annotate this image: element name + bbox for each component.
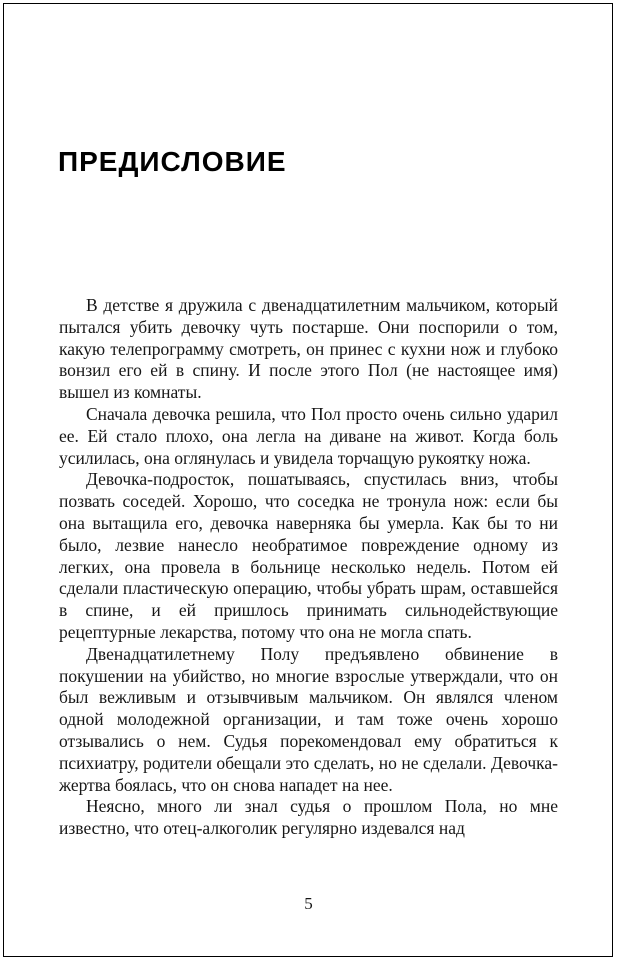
paragraph-2: Сначала девочка решила, что Пол просто очень сильно ударил ее. Ей стало плохо, она легла на диване на живот. Когда боль усилилась, она оглянулась и увидела торчащую рукоятку ножа. — [59, 403, 558, 468]
body-text — [59, 295, 558, 840]
paragraph-4: Двенадцатилетнему Полу предъявлено обвинение в покушении на убийство, но многие взрослые утверждали, что он был вежливым и отзывчивым мальчиком. Он являлся членом одной молодежной организации, и там тоже очень хорошо отзывались о нем. Судья порекомендовал ему обратиться к психиатру, родители обещали это сделать, но не сделали. Девочка-жертва боялась, что он снова нападет на нее. — [59, 643, 558, 795]
paragraph-5: Неясно, много ли знал судья о прошлом Пола, но мне известно, что отец-алкоголик регулярно издевался над — [59, 796, 558, 839]
paragraph-3: Девочка-подросток, пошатываясь, спустилась вниз, чтобы позвать соседей. Хорошо, что соседка не тронула нож: если бы она вытащила его, девочка наверняка бы умерла. Как бы то ни было, лезвие нанесло необратимое повреждение одному из легких, она провела в больнице несколько недель. Потом ей сделали пластическую операцию, чтобы убрать шрам, оставшейся в спине, и ей пришлось принимать сильнодействующие рецептурные лекарства, потому что она не могла спать. — [59, 469, 558, 642]
page-number: 5 — [304, 894, 313, 913]
chapter-title: ПРЕДИСЛОВИЕ — [58, 146, 287, 177]
paragraph-1: В детстве я дружила с двенадцатилетним мальчиком, который пытался убить девочку чуть постарше. Они поспорили о том, какую телепрограмму смотреть, он принес с кухни нож и глубоко вонзил его ей в спину. И после этого Пол (не настоящее имя) вышел из комнаты. — [59, 295, 558, 403]
